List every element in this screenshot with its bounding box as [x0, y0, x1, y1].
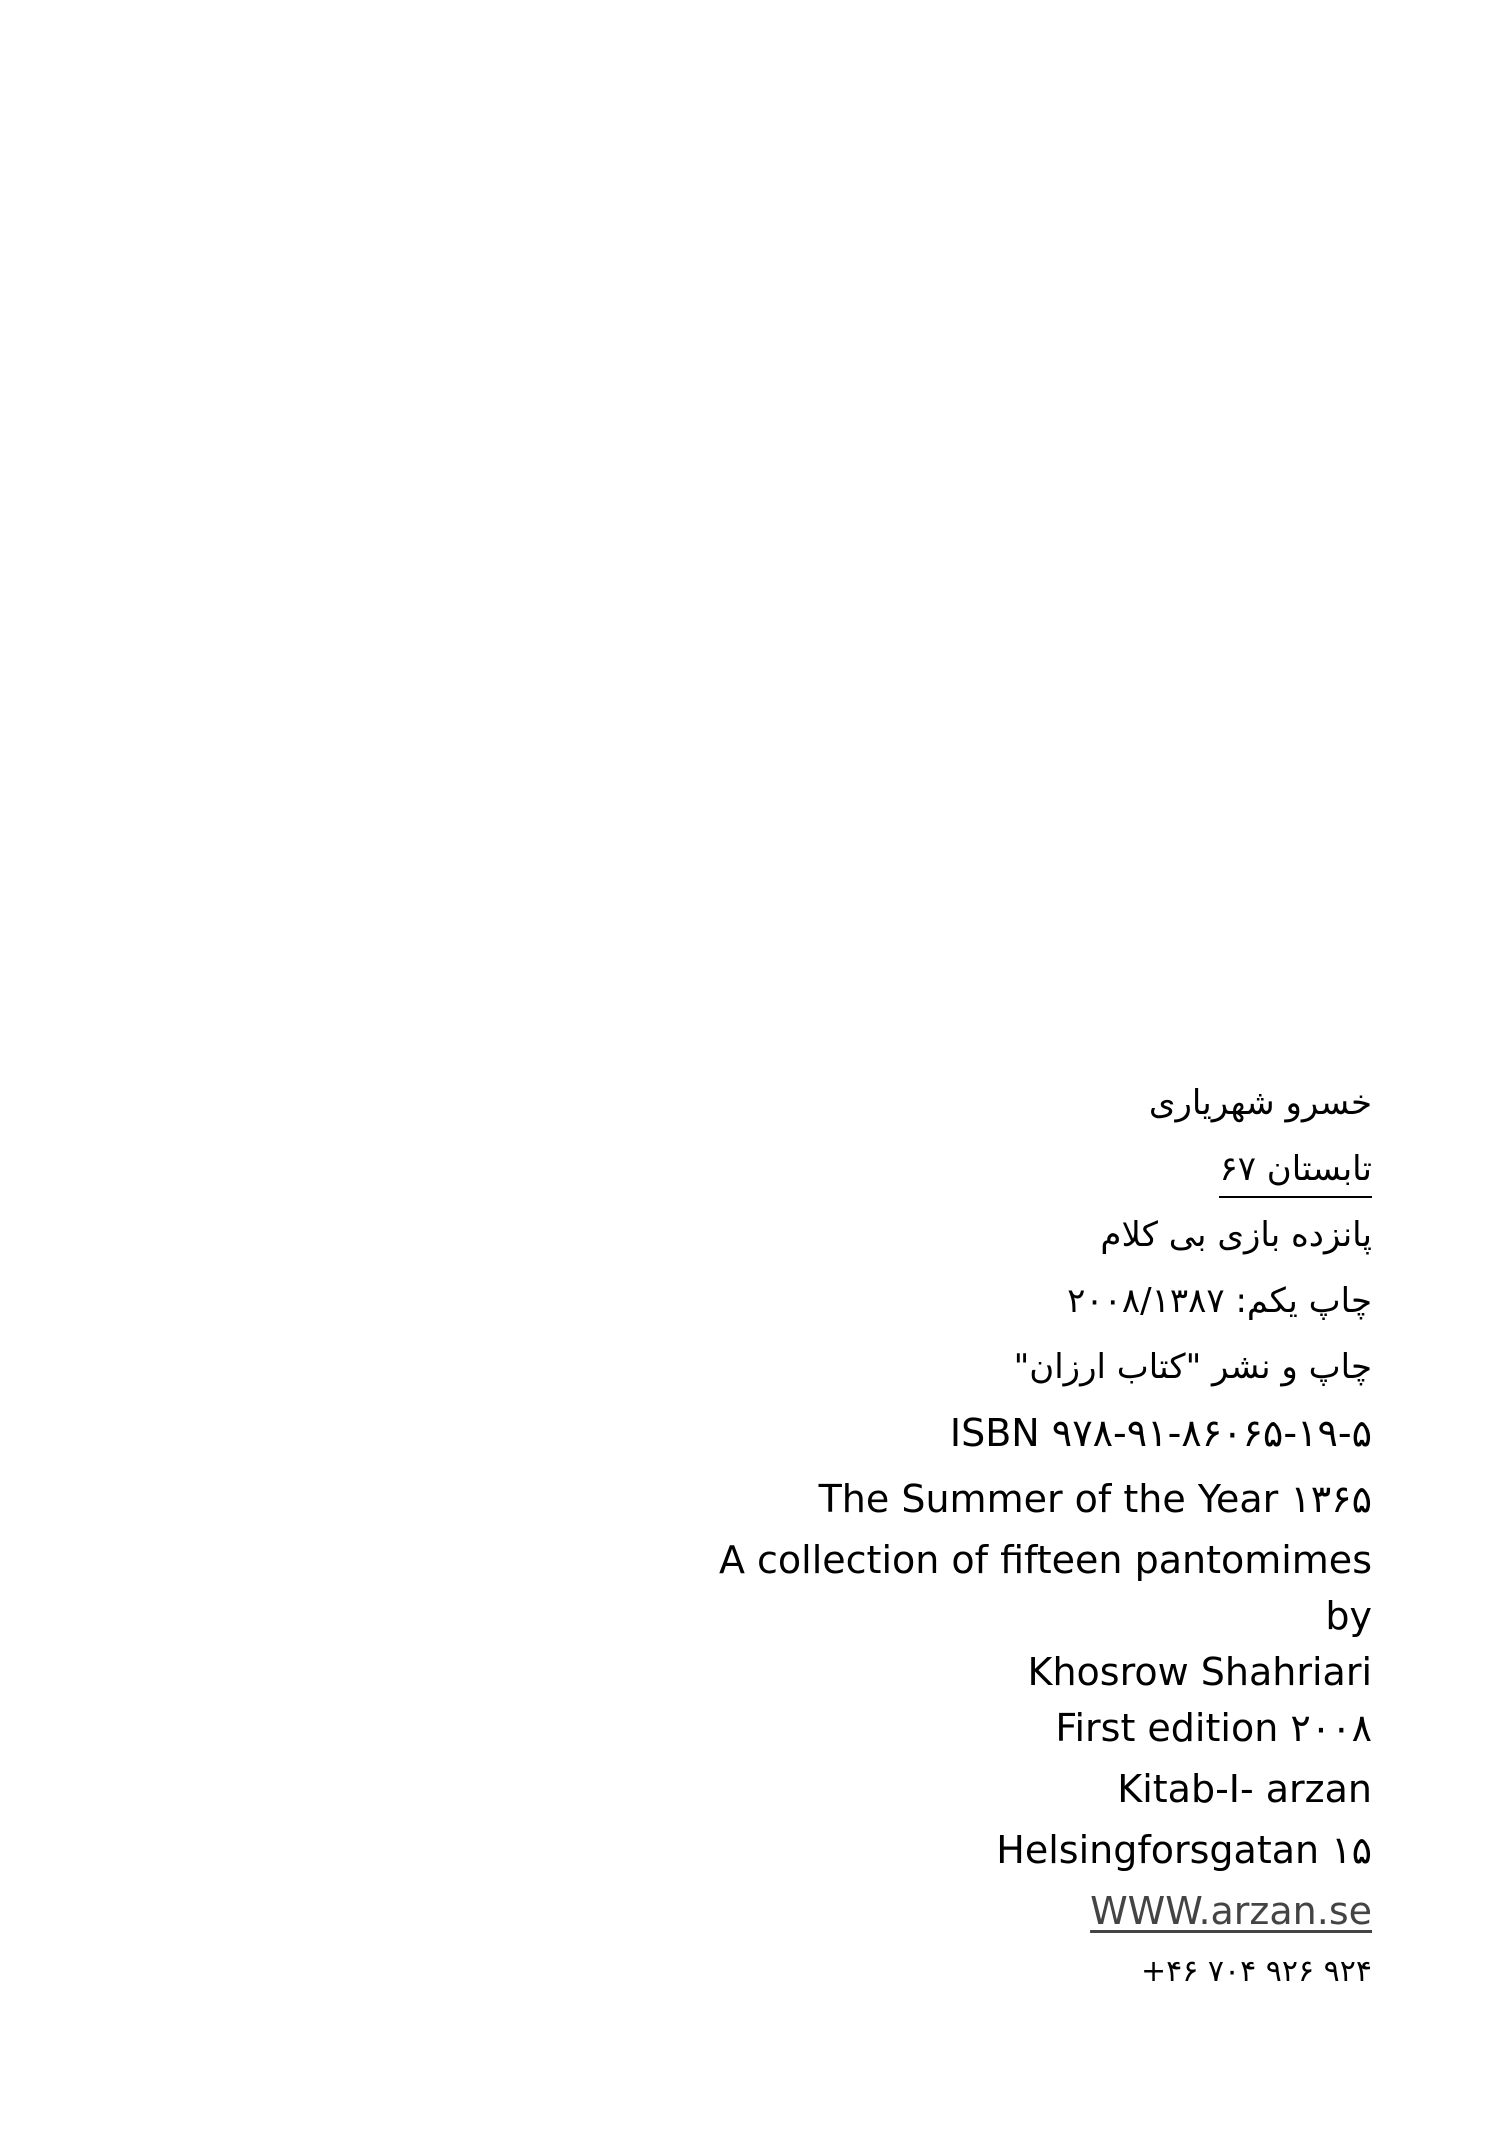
- book-title-en: The Summer of the Year ۱۳۶۵: [818, 1477, 1372, 1521]
- book-title-fa: [472, 1136, 1372, 1202]
- address: Helsingforsgatan ۱۵: [996, 1828, 1372, 1872]
- edition-fa: چاپ یکم: ۲۰۰۸/۱۳۸۷: [1067, 1281, 1372, 1321]
- book-title-fa-text: تابستان ۶۷: [1219, 1144, 1372, 1198]
- author-name-en: Khosrow Shahriari: [1027, 1650, 1372, 1694]
- phone-number: +۴۶ ۷۰۴ ۹۲۶ ۹۲۴: [1141, 1954, 1372, 1989]
- publisher-en: Kitab-I- arzan: [1117, 1767, 1372, 1811]
- edition-en: First edition ۲۰۰۸: [1055, 1706, 1372, 1750]
- book-subtitle-en: A collection of fifteen pantomimes: [718, 1538, 1372, 1582]
- author-name-fa: خسرو شهریاری: [1148, 1083, 1372, 1123]
- colophon-block: [472, 1070, 1372, 2000]
- publisher-fa: چاپ و نشر "کتاب ارزان": [1013, 1347, 1372, 1387]
- isbn: ISBN ۹۷۸-۹۱-۸۶۰۶۵-۱۹-۵: [949, 1411, 1372, 1455]
- book-subtitle-fa: پانزده بازی بی کلام: [1100, 1215, 1372, 1255]
- website-line: [472, 1878, 1372, 1944]
- by-label: by: [1325, 1594, 1372, 1638]
- website-link[interactable]: WWW.arzan.se: [1090, 1889, 1372, 1933]
